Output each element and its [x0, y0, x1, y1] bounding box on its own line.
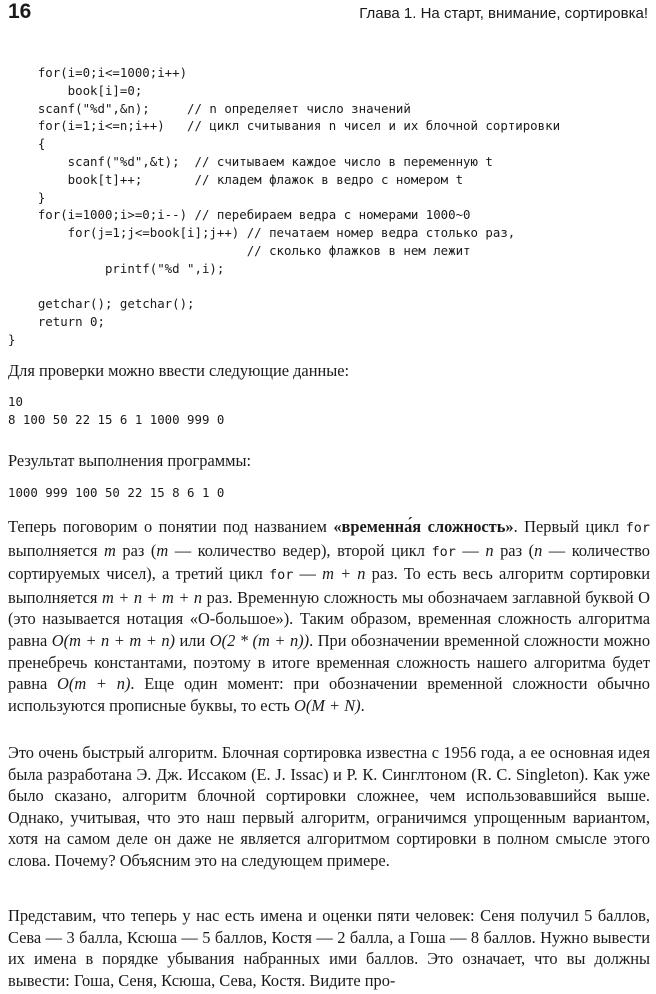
paragraph-time-complexity: Теперь поговорим о понятии под названием «временна́я сложность». Первый цикл for выполняется m раз (m — количество ведер), второй цикл for — n раз (n — количество сортируемых чисел), а третий цикл for — m + n раз. То есть весь алгоритм сортировки выполняется m + n + m + n раз. Временную сложность мы обозначаем заглавной буквой O (это называется нотация «O-большое»). Таким образом, временная сложность алгоритма равна O(m + n + m + n) или O(2 * (m + n)). При обозначении временной сложности можно пренебречь константами, поэтому в итоге временная сложность нашего алгоритма будет равна O(m + n). Еще один момент: при обозначении временной сложности обычно используются прописные буквы, то есть O(M + N).: [8, 517, 651, 715]
chapter-title: Глава 1. На старт, внимание, сортировка!: [359, 5, 648, 22]
term-time-complexity: «временна́я сложность»: [333, 517, 514, 536]
page-number: 16: [8, 0, 32, 23]
keyword-for: for: [431, 543, 456, 560]
code-test-input: 10 8 100 50 22 15 6 1 1000 999 0: [8, 394, 225, 427]
page-header: [0, 0, 656, 30]
paragraph-example: Представим, что теперь у нас есть имена и оценки пяти человек: Сеня получил 5 баллов, Сева — 3 балла, Ксюша — 5 баллов, Костя — 2 балла, а Гоша — 8 баллов. Нужно вывести их имена в порядке убывания набранных ими баллов. Это означает, что вы должны вывести: Гоша, Сеня, Ксюша, Сева, Костя. Видите про-: [8, 906, 650, 990]
paragraph-test-input: Для проверки можно ввести следующие данные:: [8, 361, 350, 380]
paragraph-program-result: Результат выполнения программы:: [8, 451, 252, 470]
keyword-for: for: [625, 520, 650, 536]
paragraph-fast-algorithm: Это очень быстрый алгоритм. Блочная сортировка известна с 1956 года, а ее основная идея была разработана Э. Дж. Иссаком (E. J. Issac) и Р. К. Синглтоном (R. C. Singleton). Как уже было сказано, алгоритм блочной сортировки сложнее, чем использовавшийся выше. Однако, учитывая, что это наш первый алгоритм, ограничимся упрощенным вариантом, хотя на самом деле он даже не является алгоритмом сортировки в полном смысле этого слова. Почему? Объясним это на следующем примере.: [8, 743, 650, 870]
code-program-output: 1000 999 100 50 22 15 8 6 1 0: [8, 485, 225, 500]
code-listing: for(i=0;i<=1000;i++) book[i]=0; scanf("%d",&n); // n определяет число значений for(i=1;i<=n;i++) // цикл считывания n чисел и их блочной сортировки { scanf("%d",&t); // считываем каждое число в переменную t book[t]++; // кладем флажок в ведро с номером t } for(i=1000;i>=0;i--) // перебираем ведра с номерами 1000~0 for(j=1;j<=book[i];j++) // печатаем номер ведра столько раз, // сколько флажков в нем лежит printf("%d ",i); getchar(); getchar(); return 0; }: [8, 65, 561, 347]
keyword-for: for: [268, 567, 294, 584]
